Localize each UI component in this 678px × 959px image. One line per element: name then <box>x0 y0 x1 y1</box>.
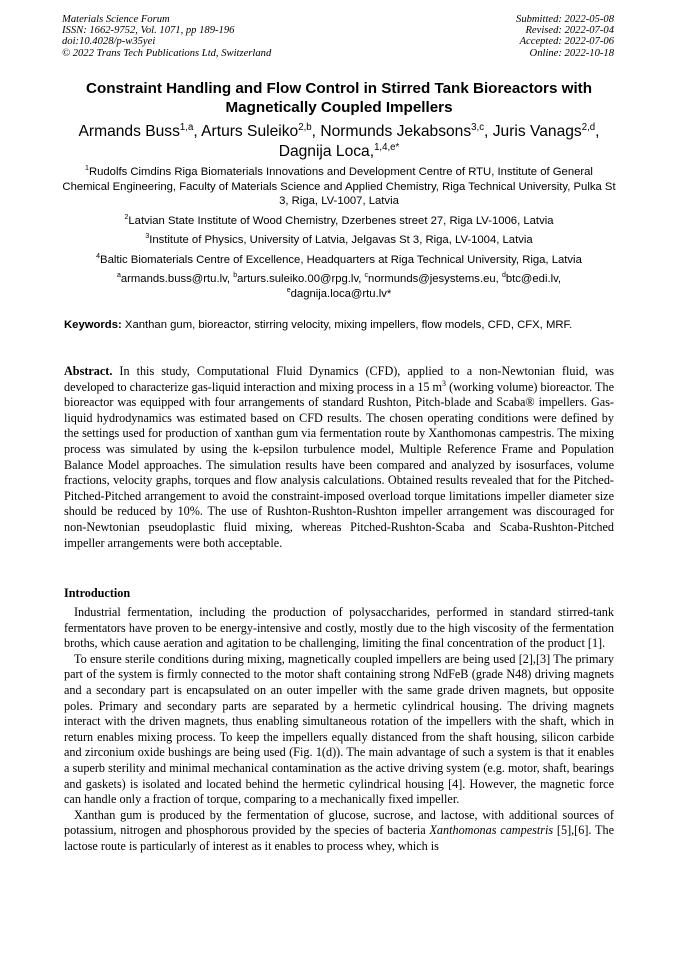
email-link[interactable]: normunds@jesystems.eu <box>368 273 496 285</box>
separator: , <box>484 123 493 140</box>
affiliations <box>60 165 618 301</box>
email-link[interactable]: armands.buss@rtu.lv <box>120 273 227 285</box>
paragraph: Industrial fermentation, including the production of polysaccharides, performed in standard stirred-tank fermentators have proven to be energy-intensive and costly, mostly due to the high viscosity of the fermentation broths, which cause aeration and agitation to be challenging, limiting the final concentration of the product [1]. <box>64 605 614 651</box>
affil-text: Rudolfs Cimdins Riga Biomaterials Innovations and Development Centre of RTU, Institute of General Chemical Engineering, Faculty of Materials Science and Applied Chemistry, Riga Technical University, Pulka St 3, Riga, LV-1007, Latvia <box>62 166 616 207</box>
author-affil-sup: 1,4,e* <box>374 141 400 153</box>
superscript: 3 <box>442 378 447 388</box>
paragraph <box>64 808 614 855</box>
affiliation-3 <box>60 233 618 248</box>
title-line-2: Magnetically Coupled Impellers <box>225 98 453 116</box>
journal-doi: doi:10.4028/p-w35yei <box>62 36 156 48</box>
date-online: Online: 2022-10-18 <box>529 47 614 59</box>
separator: , <box>495 273 502 285</box>
affiliation-4 <box>60 253 618 268</box>
email-link[interactable]: btc@edi.lv <box>505 273 558 285</box>
author-affil-sup: 3,c <box>471 121 485 133</box>
journal-issn: ISSN: 1662-9752, Vol. 1071, pp 189-196 <box>62 25 235 37</box>
separator: , <box>595 123 600 140</box>
author <box>201 123 320 140</box>
author-affil-sup: 2,b <box>298 121 312 133</box>
affil-number: 2 <box>124 213 129 221</box>
author-name: Dagnija Loca, <box>278 143 375 160</box>
separator: , <box>557 273 562 285</box>
author-name: Arturs Suleiko <box>201 123 299 140</box>
separator: , <box>226 273 234 285</box>
species-name: Xanthomonas campestris <box>429 823 554 838</box>
abstract-text: (working volume) bioreactor. The bioreactor was equipped with four arrangements of standard Rushton, Pitch-blade and Scaba® impellers. Gas-liquid hydrodynamics was estimated based on CFD results. The chosen operating conditions were defined by the settings used for production of xanthan gum via fermentation route by Xanthomonas campestris. The mixing process was simulated by using the k-epsilon turbulence model, Multiple Reference Frame and Population Balance Model approaches. The simulation results have been compared and analyzed by isosurfaces, volume fractions, velocity graphs, torques and flow analysis calculations. Obtained results revealed that for the Pitched-Pitched-Pitched arrangement to avoid the constraint-imposed overload torque limitations impeller diameter size should be reduced by 10%. The use of Rushton-Rushton-Rushton impeller arrangement was discouraged for non-Newtonian pseudoplastic fluid mixing, whereas Pitched-Rushton-Scaba and Scaba-Rushton-Pitched impeller arrangements were both acceptable. <box>64 379 615 550</box>
author-affil-sup: 1,a <box>179 121 194 133</box>
separator: , <box>311 123 321 140</box>
email-sup: a <box>116 272 121 280</box>
affiliation-2 <box>60 214 618 229</box>
keywords-text: Xanthan gum, bioreactor, stirring velocity, mixing impellers, flow models, CFD, CFX, MRF. <box>121 319 573 331</box>
title-line-1: Constraint Handling and Flow Control in Stirred Tank Bioreactors with <box>86 80 592 97</box>
section-heading-introduction: Introduction <box>64 586 131 600</box>
affil-number: 3 <box>145 233 150 241</box>
author-name: Juris Vanags <box>492 123 582 140</box>
paragraph: To ensure sterile conditions during mixing, magnetically coupled impellers are being used [2],[3] The primary part of the system is firmly connected to the motor shaft containing strong NdFeB (grade N48) driving magnets and a secondary part is encapsulated on an outer impeller with the same grade driven magnets, but opposite poles. Primary and secondary parts are separated by a hermetic cylindrical housing. The driving magnets interact with the driven magnets, thus enabling simultaneous rotation of the impellers with the shaft, which in return enables mixing process. To keep the impellers equally distanced from the shaft housing, silicon carbide and zirconium oxide bushings are being used (Fig. 1(d)). The main advantage of such a system is that it enables a superb sterility and minimal mechanical contamination as the active driving system (e.g. motor, shaft, bearings and gaskets) is isolated and located behind the hermetic cylindrical housing [4]. However, the magnetic force can handle only a fraction of torque, comparing to a mechanically fixed impeller. <box>64 651 614 807</box>
paragraph-text: Xanthan gum is produced by the fermentation of glucose, sucrose, and lactose, with additional sources of potassium, nitrogen and phosphorous provided by the species of bacteria <box>64 807 614 838</box>
journal-name: Materials Science Forum <box>62 14 170 25</box>
abstract-label: Abstract. <box>64 364 113 378</box>
affil-number: 4 <box>96 252 101 260</box>
date-revised: Revised: 2022-07-04 <box>525 25 614 37</box>
author-name: Normunds Jekabsons <box>320 123 472 140</box>
date-accepted: Accepted: 2022-07-06 <box>519 36 614 48</box>
email-sup: e <box>286 286 291 294</box>
author-emails <box>60 272 618 301</box>
affil-text: Institute of Physics, University of Latvia, Jelgavas St 3, Riga, LV-1004, Latvia <box>149 234 533 246</box>
affiliation-1 <box>60 165 618 209</box>
separator: , <box>358 273 365 285</box>
email-sup: b <box>233 272 238 280</box>
affil-text: Baltic Biomaterials Centre of Excellence, Headquarters at Riga Technical University, Riga, Latvia <box>100 253 582 266</box>
publication-dates <box>516 14 614 59</box>
journal-info <box>62 14 271 59</box>
author <box>279 143 400 160</box>
email-sup: d <box>501 272 506 280</box>
author <box>78 123 201 140</box>
keywords-label: Keywords: <box>64 319 122 331</box>
author <box>320 123 492 140</box>
author-name: Armands Buss <box>78 123 180 140</box>
date-submitted: Submitted: 2022-05-08 <box>516 14 614 25</box>
author-affil-sup: 2,d <box>581 121 596 133</box>
author <box>493 123 600 140</box>
email-sup: c <box>364 272 369 280</box>
affil-text: Latvian State Institute of Wood Chemistry, Dzerbenes street 27, Riga LV-1006, Latvia <box>128 214 554 227</box>
email-link[interactable]: arturs.suleiko.00@rpg.lv <box>237 273 359 285</box>
separator: , <box>193 123 202 140</box>
paper-title <box>40 80 638 117</box>
keywords <box>64 318 614 332</box>
author-list <box>40 122 638 162</box>
introduction-body <box>64 605 614 855</box>
affil-number: 1 <box>85 165 89 173</box>
paragraph-text: [5],[6]. The lactose route is particularly of interest as it enables to process whey, which is <box>64 823 614 853</box>
email-link[interactable]: dagnija.loca@rtu.lv* <box>290 287 392 300</box>
abstract <box>64 364 614 551</box>
journal-copyright: © 2022 Trans Tech Publications Ltd, Switzerland <box>62 47 272 59</box>
abstract-text: In this study, Computational Fluid Dynamics (CFD), applied to a non-Newtonian fluid, was developed to characterize gas-liquid interaction and mixing process in a 15 m <box>64 364 614 394</box>
